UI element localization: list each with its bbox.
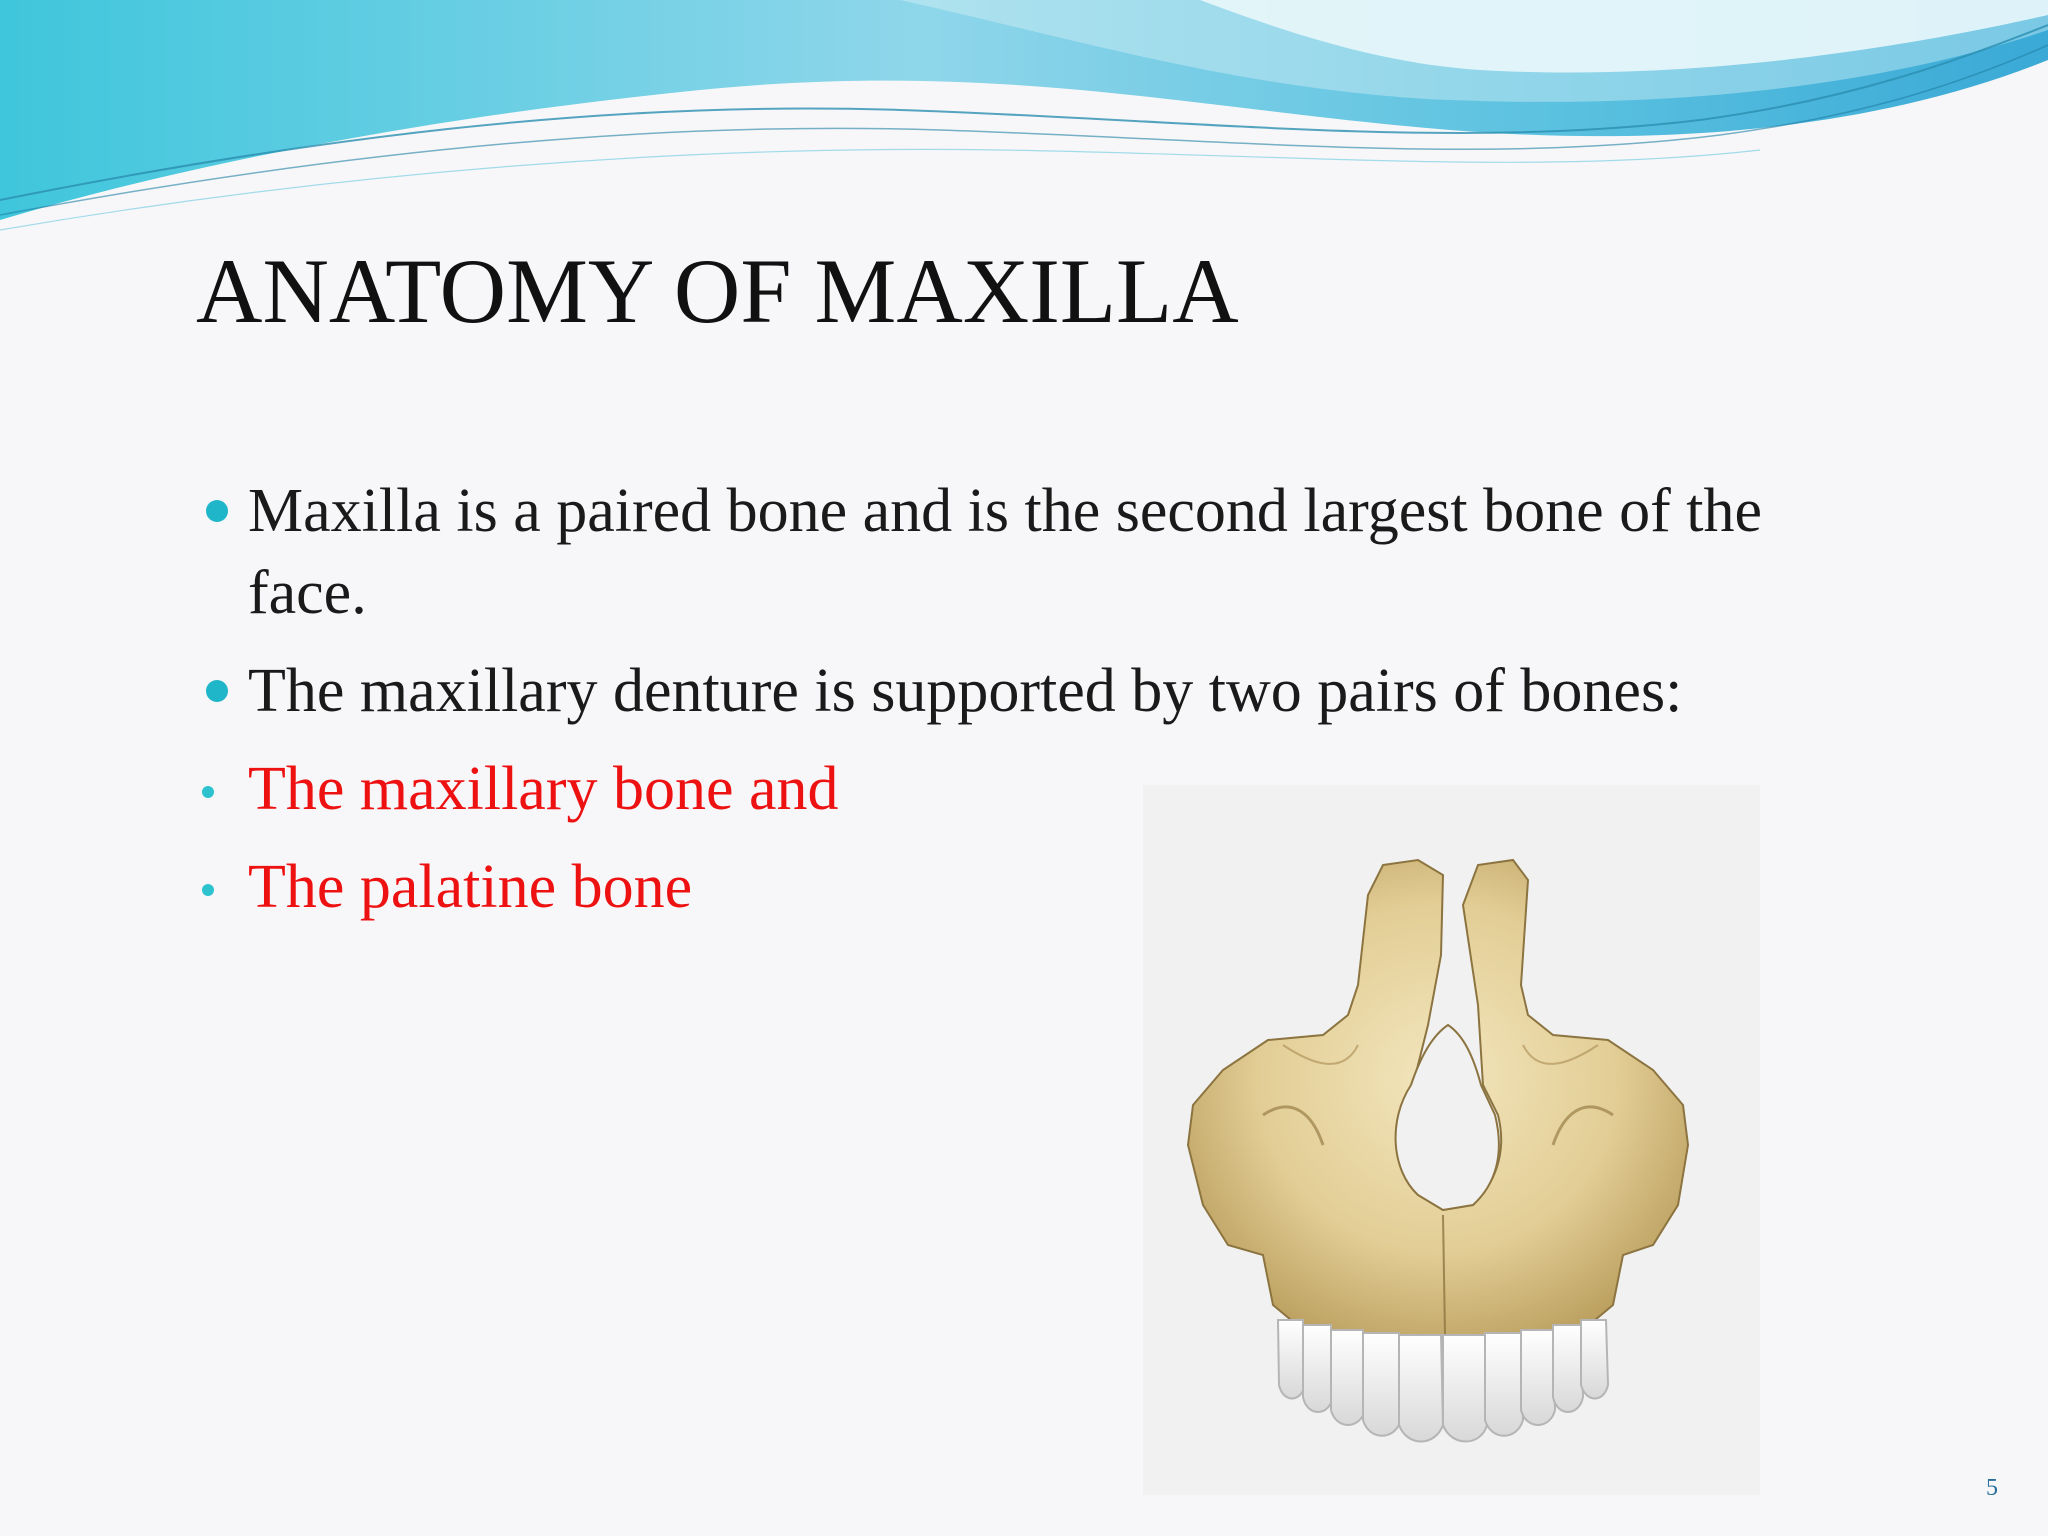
maxilla-illustration bbox=[1143, 785, 1760, 1495]
sub-bullet-text: The palatine bone bbox=[248, 853, 693, 921]
header-wave-decoration bbox=[0, 0, 2048, 240]
bullet-text: Maxilla is a paired bone and is the second largest bone of the face. bbox=[248, 477, 1762, 627]
slide-title: ANATOMY OF MAXILLA bbox=[196, 240, 1239, 342]
teal-dot-icon bbox=[206, 500, 228, 522]
small-teal-dot-icon bbox=[202, 786, 214, 798]
bullet-item bbox=[200, 470, 1840, 634]
page-number: 5 bbox=[1986, 1475, 1998, 1501]
maxilla-bone-drawing bbox=[1143, 785, 1760, 1495]
sub-bullet-text: The maxillary bone and bbox=[248, 755, 839, 823]
teal-dot-icon bbox=[206, 680, 228, 702]
bullet-text: The maxillary denture is supported by two pairs of bones: bbox=[248, 657, 1683, 725]
bullet-item bbox=[200, 650, 1840, 732]
small-teal-dot-icon bbox=[202, 884, 214, 896]
